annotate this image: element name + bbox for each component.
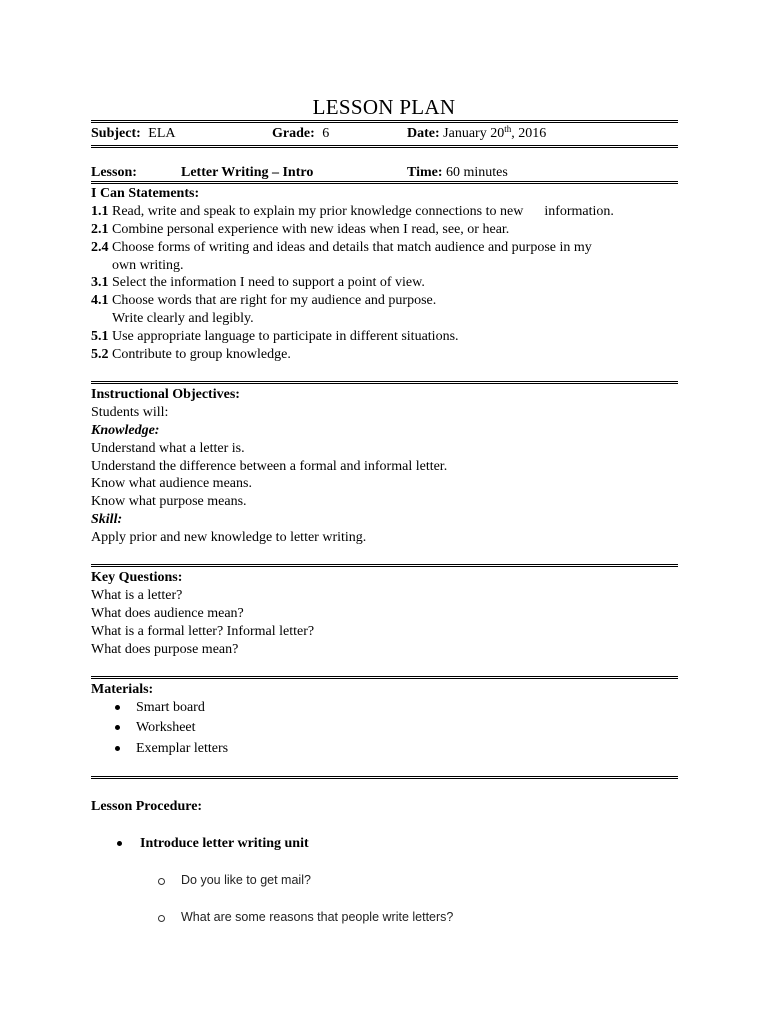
procedure-step: Introduce letter writing unit — [140, 836, 309, 851]
i-can-number: 1.1 — [91, 204, 109, 219]
lesson-label: Lesson: — [91, 165, 137, 180]
subject-field — [91, 125, 176, 143]
divider — [91, 145, 678, 148]
i-can-item — [91, 239, 592, 257]
i-can-item — [91, 346, 291, 364]
subject-value: ELA — [148, 126, 176, 141]
i-can-item-continued: own writing. — [112, 258, 184, 273]
i-can-number: 2.4 — [91, 240, 109, 255]
objectives-intro: Students will: — [91, 405, 169, 420]
i-can-text: Choose words that are right for my audience and purpose. — [112, 293, 437, 308]
time-value: 60 minutes — [446, 165, 508, 180]
hollow-bullet-icon — [158, 915, 165, 922]
skill-item: Apply prior and new knowledge to letter writing. — [91, 530, 367, 545]
i-can-item-continued: Write clearly and legibly. — [112, 311, 254, 326]
i-can-number: 5.2 — [91, 347, 109, 362]
i-can-text: Choose forms of writing and ideas and details that match audience and purpose in my — [112, 240, 592, 255]
i-can-item — [91, 221, 509, 239]
i-can-number: 5.1 — [91, 329, 109, 344]
grade-field — [272, 125, 329, 143]
i-can-number: 3.1 — [91, 275, 109, 290]
key-question: What is a formal letter? Informal letter? — [91, 624, 315, 639]
skill-label: Skill: — [91, 512, 123, 527]
grade-value: 6 — [322, 126, 330, 141]
bullet-icon — [115, 705, 120, 710]
materials-heading: Materials: — [91, 682, 154, 697]
key-question: What is a letter? — [91, 588, 183, 603]
bullet-icon — [117, 841, 122, 846]
lesson-field — [91, 164, 137, 182]
date-value-main: January 20 — [443, 126, 505, 141]
knowledge-label: Knowledge: — [91, 423, 160, 438]
date-value-sup: th — [504, 124, 512, 134]
hollow-bullet-icon — [158, 878, 165, 885]
material-item: Smart board — [136, 700, 205, 715]
i-can-item — [91, 274, 425, 292]
key-question: What does audience mean? — [91, 606, 244, 621]
divider — [91, 181, 678, 184]
i-can-item — [91, 328, 459, 346]
bullet-icon — [115, 725, 120, 730]
date-value-year: , 2016 — [511, 126, 547, 141]
i-can-number: 4.1 — [91, 293, 109, 308]
i-can-number: 2.1 — [91, 222, 109, 237]
i-can-text: Select the information I need to support a point of view. — [112, 275, 425, 290]
divider — [91, 120, 678, 123]
i-can-item — [91, 203, 614, 221]
objectives-heading: Instructional Objectives: — [91, 387, 240, 402]
knowledge-item: Know what audience means. — [91, 476, 252, 491]
procedure-heading: Lesson Procedure: — [91, 799, 203, 814]
procedure-sub-item: Do you like to get mail? — [181, 873, 311, 887]
i-can-text: Use appropriate language to participate in different situations. — [112, 329, 459, 344]
material-item: Worksheet — [136, 720, 196, 735]
page-title: LESSON PLAN — [312, 95, 456, 119]
i-can-text: Contribute to group knowledge. — [112, 347, 291, 362]
i-can-heading: I Can Statements: — [91, 186, 200, 201]
i-can-item — [91, 292, 436, 310]
bullet-icon — [115, 746, 120, 751]
divider — [91, 676, 678, 679]
knowledge-item: Know what purpose means. — [91, 494, 247, 509]
subject-label: Subject: — [91, 126, 141, 141]
key-question: What does purpose mean? — [91, 642, 239, 657]
date-label: Date: — [407, 126, 440, 141]
knowledge-item: Understand the difference between a formal and informal letter. — [91, 459, 448, 474]
date-value — [443, 126, 546, 141]
divider — [91, 381, 678, 384]
time-field — [407, 164, 508, 182]
divider — [91, 564, 678, 567]
divider — [91, 776, 678, 779]
key-questions-heading: Key Questions: — [91, 570, 183, 585]
time-label: Time: — [407, 165, 443, 180]
knowledge-item: Understand what a letter is. — [91, 441, 245, 456]
lesson-value: Letter Writing – Intro — [181, 165, 314, 180]
date-field — [407, 125, 546, 143]
grade-label: Grade: — [272, 126, 315, 141]
i-can-text: Combine personal experience with new ideas when I read, see, or hear. — [112, 222, 510, 237]
i-can-text: Read, write and speak to explain my prior knowledge connections to new information. — [112, 204, 614, 219]
material-item: Exemplar letters — [136, 741, 229, 756]
procedure-sub-item: What are some reasons that people write letters? — [181, 910, 454, 924]
